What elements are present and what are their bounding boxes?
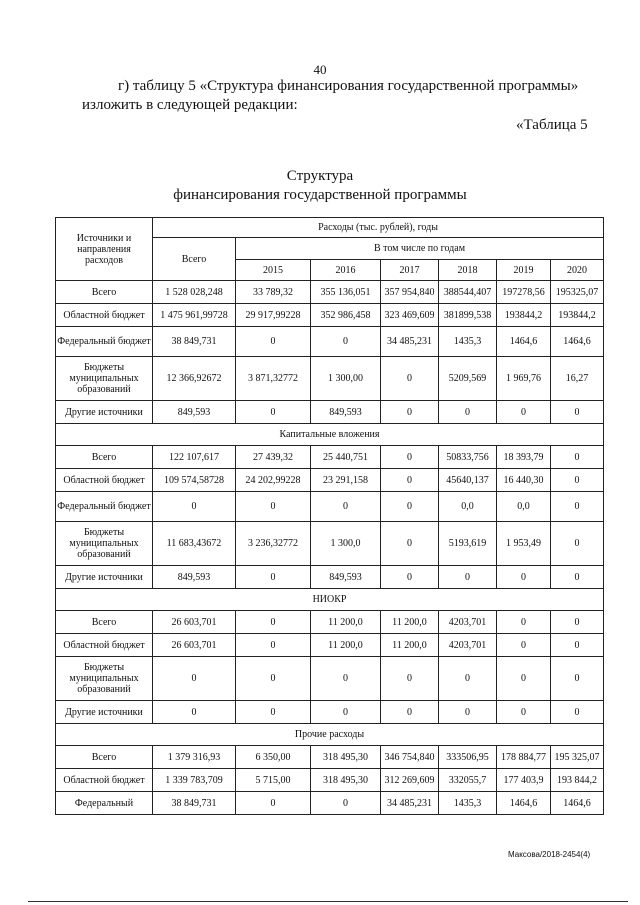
row-value: 1435,3 [439,792,497,815]
page-bottom-rule [28,901,628,902]
row-value: 24 202,99228 [236,469,311,492]
row-value: 849,593 [311,566,381,589]
header-sources: Источники и направления расходов [56,218,153,281]
row-value: 0 [439,401,497,424]
row-value: 0 [311,701,381,724]
table-row [56,701,604,724]
row-label: Всего [56,281,153,304]
row-value: 332055,7 [439,769,497,792]
row-value: 5 715,00 [236,769,311,792]
row-value: 33 789,32 [236,281,311,304]
table-row [56,611,604,634]
section-row [56,724,604,746]
row-value: 178 884,77 [497,746,551,769]
row-value: 0 [497,566,551,589]
row-value: 3 871,32772 [236,357,311,401]
row-value: 1 953,49 [497,522,551,566]
row-value: 16,27 [551,357,604,401]
section-heading: Прочие расходы [56,724,604,746]
row-value: 0 [153,657,236,701]
row-label: Другие источники [56,701,153,724]
row-label: Областной бюджет [56,634,153,657]
table-row [56,492,604,522]
row-value: 352 986,458 [311,304,381,327]
row-label: Другие источники [56,566,153,589]
row-value: 0 [497,611,551,634]
row-label: Всего [56,746,153,769]
row-value: 0 [236,492,311,522]
section-row [56,424,604,446]
row-label: Федеральный бюджет [56,327,153,357]
footer-code: Максова/2018-2454(4) [508,850,591,859]
row-value: 1464,6 [497,327,551,357]
page-number: 40 [313,62,327,77]
row-value: 355 136,051 [311,281,381,304]
row-value: 0 [551,701,604,724]
header-year: 2017 [381,260,439,281]
row-value: 4203,701 [439,634,497,657]
table-row [56,304,604,327]
row-value: 849,593 [311,401,381,424]
row-value: 1 475 961,99728 [153,304,236,327]
row-value: 6 350,00 [236,746,311,769]
row-value: 0 [236,634,311,657]
row-value: 0 [153,492,236,522]
row-value: 849,593 [153,401,236,424]
section-heading: Капитальные вложения [56,424,604,446]
header-year: 2020 [551,260,604,281]
row-value: 0 [236,611,311,634]
table-row [56,657,604,701]
row-label: Бюджеты муниципальных образований [56,522,153,566]
row-value: 0 [236,327,311,357]
instruction-line-1: г) таблицу 5 «Структура финансирования государственной программы» [118,78,579,94]
row-value: 0 [551,492,604,522]
row-value: 1 379 316,93 [153,746,236,769]
row-value: 0 [497,401,551,424]
row-value: 318 495,30 [311,769,381,792]
row-value: 0 [381,469,439,492]
row-value: 0 [551,634,604,657]
table-row [56,792,604,815]
table-row [56,446,604,469]
row-label: Областной бюджет [56,769,153,792]
row-value: 29 917,99228 [236,304,311,327]
row-value: 1 528 028,248 [153,281,236,304]
row-value: 1464,6 [551,792,604,815]
header-by-years: В том числе по годам [236,238,604,260]
row-value: 0 [551,611,604,634]
header-total: Всего [153,238,236,281]
row-value: 122 107,617 [153,446,236,469]
row-value: 50833,756 [439,446,497,469]
table-row [56,327,604,357]
row-value: 0,0 [439,492,497,522]
row-value: 0 [311,327,381,357]
row-value: 11 200,0 [381,634,439,657]
row-value: 195 325,07 [551,746,604,769]
row-value: 38 849,731 [153,792,236,815]
row-value: 346 754,840 [381,746,439,769]
table-row [56,769,604,792]
row-label: Областной бюджет [56,304,153,327]
row-value: 26 603,701 [153,634,236,657]
row-value: 23 291,158 [311,469,381,492]
document-title [0,167,640,205]
table-row [56,522,604,566]
header-year: 2018 [439,260,497,281]
row-value: 0 [551,469,604,492]
instruction-line-2: изложить в следующей редакции: [82,97,298,113]
row-value: 3 236,32772 [236,522,311,566]
row-value: 0 [381,357,439,401]
row-value: 0 [497,634,551,657]
table-row [56,746,604,769]
row-value: 45640,137 [439,469,497,492]
row-value: 193 844,2 [551,769,604,792]
title-line-1: Структура [286,168,354,184]
row-value: 0 [381,701,439,724]
row-value: 0 [439,657,497,701]
row-value: 25 440,751 [311,446,381,469]
row-value: 0 [551,657,604,701]
row-value: 177 403,9 [497,769,551,792]
row-label: Бюджеты муниципальных образований [56,357,153,401]
header-expenses: Расходы (тыс. рублей), годы [153,218,604,238]
row-value: 849,593 [153,566,236,589]
row-value: 0 [236,701,311,724]
row-value: 0 [439,566,497,589]
row-value: 0 [381,446,439,469]
table-row [56,281,604,304]
row-value: 0 [311,792,381,815]
header-year: 2016 [311,260,381,281]
row-value: 357 954,840 [381,281,439,304]
row-value: 1 339 783,709 [153,769,236,792]
row-value: 0 [439,701,497,724]
section-heading: НИОКР [56,589,604,611]
table-label: «Таблица 5 [516,117,588,133]
row-value: 34 485,231 [381,327,439,357]
row-value: 5193,619 [439,522,497,566]
row-value: 193844,2 [497,304,551,327]
row-value: 1 969,76 [497,357,551,401]
row-value: 11 683,43672 [153,522,236,566]
row-label: Бюджеты муниципальных образований [56,657,153,701]
row-value: 0 [236,657,311,701]
table-row [56,634,604,657]
row-value: 0 [551,522,604,566]
row-value: 0 [236,792,311,815]
header-year: 2019 [497,260,551,281]
row-value: 0 [311,492,381,522]
row-value: 0 [497,657,551,701]
row-value: 1464,6 [551,327,604,357]
row-value: 388544,407 [439,281,497,304]
row-value: 1 300,00 [311,357,381,401]
row-value: 0 [551,446,604,469]
row-value: 11 200,0 [311,634,381,657]
row-value: 318 495,30 [311,746,381,769]
row-value: 193844,2 [551,304,604,327]
row-value: 5209,569 [439,357,497,401]
row-value: 26 603,701 [153,611,236,634]
row-value: 195325,07 [551,281,604,304]
row-label: Другие источники [56,401,153,424]
row-value: 0 [236,566,311,589]
row-value: 1435,3 [439,327,497,357]
row-value: 16 440,30 [497,469,551,492]
row-value: 1464,6 [497,792,551,815]
row-value: 0 [551,566,604,589]
row-value: 0 [381,492,439,522]
row-value: 12 366,92672 [153,357,236,401]
row-value: 0,0 [497,492,551,522]
row-value: 34 485,231 [381,792,439,815]
row-value: 312 269,609 [381,769,439,792]
table-row [56,566,604,589]
row-label: Федеральный [56,792,153,815]
header-year: 2015 [236,260,311,281]
row-label: Федеральный бюджет [56,492,153,522]
row-value: 11 200,0 [381,611,439,634]
table-row [56,401,604,424]
row-value: 109 574,58728 [153,469,236,492]
row-value: 18 393,79 [497,446,551,469]
table-row [56,357,604,401]
row-value: 1 300,0 [311,522,381,566]
row-value: 0 [153,701,236,724]
row-label: Всего [56,611,153,634]
row-value: 333506,95 [439,746,497,769]
row-value: 197278,56 [497,281,551,304]
row-value: 0 [551,401,604,424]
title-line-2: финансирования государственной программы [173,187,467,203]
row-value: 381899,538 [439,304,497,327]
row-value: 0 [311,657,381,701]
row-value: 11 200,0 [311,611,381,634]
row-value: 0 [236,401,311,424]
row-value: 4203,701 [439,611,497,634]
table-row [56,469,604,492]
row-label: Областной бюджет [56,469,153,492]
row-value: 38 849,731 [153,327,236,357]
financing-table [55,217,604,815]
row-value: 0 [381,566,439,589]
row-value: 323 469,609 [381,304,439,327]
row-value: 0 [497,701,551,724]
row-value: 0 [381,657,439,701]
row-value: 0 [381,401,439,424]
row-label: Всего [56,446,153,469]
row-value: 27 439,32 [236,446,311,469]
row-value: 0 [381,522,439,566]
section-row [56,589,604,611]
